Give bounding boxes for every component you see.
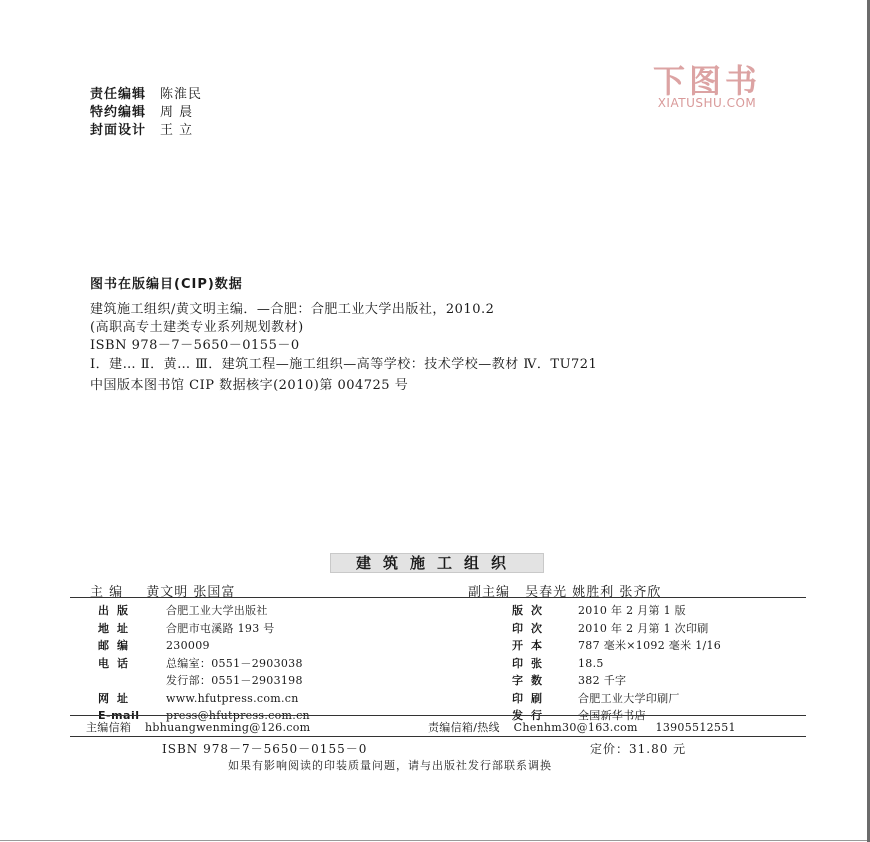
publisher-info xyxy=(98,602,310,725)
info-label: 电话 xyxy=(98,656,136,670)
deputy-editor-label: 副主编 xyxy=(468,585,511,600)
watermark-logo xyxy=(636,64,778,110)
isbn: ISBN 978－7－5650－0155－0 xyxy=(162,742,368,756)
info-row xyxy=(98,620,310,638)
info-row xyxy=(98,637,310,655)
info-row xyxy=(512,637,721,655)
credit-role: 特约编辑 xyxy=(90,105,147,120)
cip-line: ISBN 978－7－5650－0155－0 xyxy=(90,338,300,353)
cip-line: Ⅰ．建… Ⅱ．黄… Ⅲ．建筑工程—施工组织—高等学校：技术学校—教材 Ⅳ．TU721 xyxy=(90,357,598,372)
chief-editor-names: 黄文明 张国富 xyxy=(146,585,236,600)
info-value: 382 千字 xyxy=(578,674,627,687)
info-value: 787 毫米×1092 毫米 1/16 xyxy=(578,639,722,652)
info-label: 印次 xyxy=(512,621,550,635)
credit-role: 封面设计 xyxy=(90,123,147,138)
divider xyxy=(70,736,806,737)
credit-name: 王 立 xyxy=(160,123,194,138)
info-value: 合肥工业大学出版社 xyxy=(166,604,268,617)
credits-block xyxy=(90,86,202,140)
credit-row xyxy=(90,122,202,140)
info-row xyxy=(98,655,310,673)
info-row xyxy=(512,672,721,690)
info-value: www.hfutpress.com.cn xyxy=(166,691,299,705)
info-value: 发行部：0551－2903198 xyxy=(166,674,303,687)
credit-role: 责任编辑 xyxy=(90,87,147,102)
info-label: 印张 xyxy=(512,656,550,670)
info-label: 邮编 xyxy=(98,639,136,652)
credit-row xyxy=(90,86,202,104)
editor-mailbox-email: Chenhm30@163.com xyxy=(513,721,638,734)
cip-line: 中国版本图书馆 CIP 数据核字(2010)第 004725 号 xyxy=(90,378,409,393)
quality-notice: 如果有影响阅读的印装质量问题，请与出版社发行部联系调换 xyxy=(228,759,552,772)
book-title: 建筑施工组织 xyxy=(330,553,544,573)
info-value: press@hfutpress.com.cn xyxy=(166,709,310,722)
info-label: 发行 xyxy=(512,709,550,722)
info-label: 版次 xyxy=(512,604,550,617)
watermark-cn: 下图书 xyxy=(652,62,761,100)
info-value: 2010 年 2 月第 1 次印刷 xyxy=(578,621,709,635)
cip-heading: 图书在版编目(CIP)数据 xyxy=(90,277,243,292)
price: 定价：31.80 元 xyxy=(590,742,687,756)
editor-phone: 13905512551 xyxy=(655,721,736,734)
chief-mailbox-email: hbhuangwenming@126.com xyxy=(145,721,311,734)
info-value: 合肥工业大学印刷厂 xyxy=(578,691,680,705)
editor-mailbox-label: 责编信箱/热线 xyxy=(428,721,500,734)
info-row xyxy=(98,672,310,690)
editor-mailbox-line xyxy=(428,719,736,735)
deputy-editor-names: 吴春光 姚胜利 张齐欣 xyxy=(525,585,662,600)
info-value: 总编室：0551－2903038 xyxy=(166,656,303,670)
cip-line: (高职高专土建类专业系列规划教材) xyxy=(90,320,304,335)
info-label: 网址 xyxy=(98,691,136,705)
edition-info xyxy=(512,602,721,725)
watermark-en: XIATUSHU.COM xyxy=(657,96,757,110)
credit-name: 周 晨 xyxy=(160,105,194,120)
info-value: 全国新华书店 xyxy=(578,709,646,722)
info-value: 230009 xyxy=(166,639,210,652)
chief-mailbox-label: 主编信箱 xyxy=(86,721,132,734)
info-value: 18.5 xyxy=(578,656,604,670)
credit-row xyxy=(90,104,202,122)
info-row xyxy=(512,620,721,638)
chief-editor-label: 主 编 xyxy=(90,585,124,600)
mailbox-line xyxy=(86,719,310,735)
info-label xyxy=(98,672,166,690)
info-label: 印刷 xyxy=(512,691,550,705)
divider xyxy=(70,715,806,716)
info-row xyxy=(512,690,721,708)
divider xyxy=(70,597,806,598)
info-label: 开本 xyxy=(512,639,550,652)
info-label: 地址 xyxy=(98,621,136,635)
info-value: 合肥市屯溪路 193 号 xyxy=(166,621,275,635)
info-row xyxy=(98,690,310,708)
info-value: 2010 年 2 月第 1 版 xyxy=(578,604,686,617)
credit-name: 陈淮民 xyxy=(160,87,203,102)
info-label: 字数 xyxy=(512,674,550,687)
cip-line: 建筑施工组织/黄文明主编．—合肥：合肥工业大学出版社，2010.2 xyxy=(90,302,495,317)
info-row xyxy=(98,602,310,620)
info-row xyxy=(512,655,721,673)
info-label: E-mail xyxy=(98,709,140,722)
info-row xyxy=(512,602,721,620)
info-label: 出版 xyxy=(98,604,136,617)
